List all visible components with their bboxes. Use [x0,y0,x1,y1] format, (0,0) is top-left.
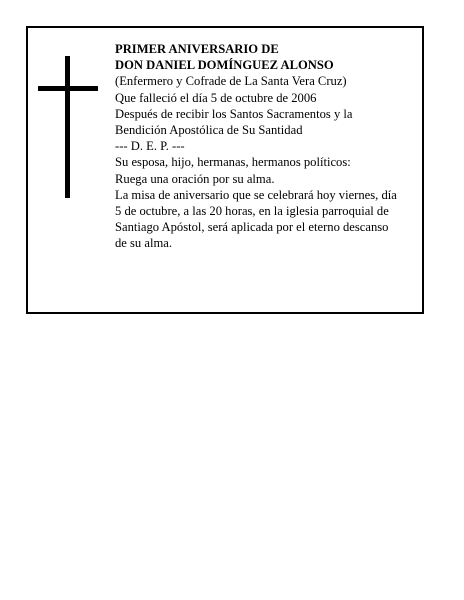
family-line: Su esposa, hijo, hermanas, hermanos políticos: [115,155,351,170]
death-date: Que falleció el día 5 de octubre de 2006 [115,90,317,105]
mass-line-3: Santiago Apóstol, será aplicada por el eterno descanso [115,220,389,235]
obituary-notice [26,26,424,314]
mass-line-1: La misa de aniversario que se celebrará hoy viernes, día [115,187,397,202]
cross-horizontal-bar [38,86,98,91]
notice-title-line-2: DON DANIEL DOMÍNGUEZ ALONSO [115,58,334,73]
mass-line-2: 5 de octubre, a las 20 horas, en la iglesia parroquial de [115,204,389,219]
notice-title-line-1: PRIMER ANIVERSARIO DE [115,42,279,56]
sacraments-line-1: Después de recibir los Santos Sacramentos y la [115,106,353,121]
sacraments-line-2: Bendición Apostólica de Su Santidad [115,123,303,138]
mass-line-4: de su alma. [115,236,173,251]
rip-line: --- D. E. P. --- [115,139,185,154]
notice-text [115,41,415,252]
cross-icon [38,56,98,198]
cross-vertical-bar [65,56,70,198]
prayer-line: Ruega una oración por su alma. [115,171,275,186]
notice-subtitle: (Enfermero y Cofrade de La Santa Vera Cruz) [115,74,347,89]
